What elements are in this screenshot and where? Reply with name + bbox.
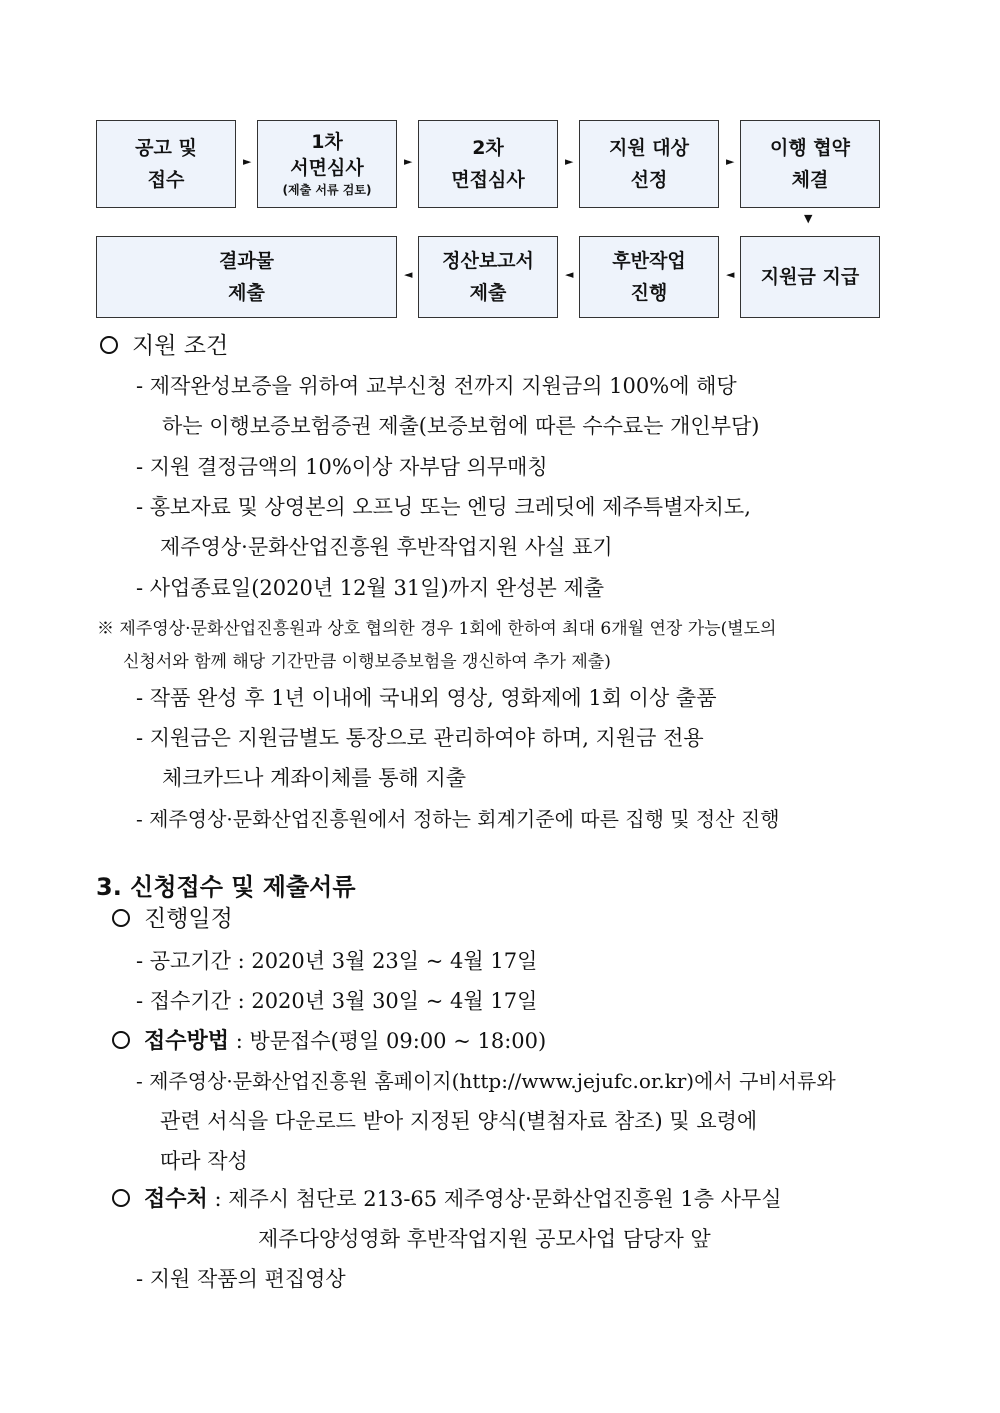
flow-step-note: (제출 서류 검토) bbox=[282, 183, 372, 197]
circle-bullet-icon bbox=[112, 1189, 130, 1207]
arrow-left-icon: ◄ bbox=[565, 268, 574, 281]
flow-step-line: 정산보고서 bbox=[442, 250, 534, 272]
flow-step-line: 2차 bbox=[472, 137, 504, 159]
flow-step-selection bbox=[579, 120, 719, 208]
schedule-line: - 공고기간 : 2020년 3월 23일 ~ 4월 17일 bbox=[136, 949, 538, 973]
extension-note: ※ 제주영상·문화산업진흥원과 상호 협의한 경우 1회에 한하여 최대 6개월 연장 가능(별도의 bbox=[97, 619, 777, 639]
flow-step-line: 서면심사 bbox=[290, 157, 364, 179]
document-item: - 지원 작품의 편집영상 bbox=[136, 1267, 346, 1291]
place-heading bbox=[112, 1185, 782, 1214]
arrow-right-icon: ► bbox=[404, 155, 413, 168]
flow-step-postproduction bbox=[579, 236, 719, 318]
circle-bullet-icon bbox=[112, 909, 130, 927]
flow-step-document-review bbox=[257, 120, 397, 208]
flow-step-line: 체결 bbox=[791, 169, 829, 191]
schedule-heading bbox=[112, 905, 233, 933]
method-value: : 방문접수(평일 09:00 ~ 18:00) bbox=[229, 1029, 547, 1053]
arrow-right-icon: ► bbox=[565, 155, 574, 168]
place-label: 접수처 bbox=[144, 1187, 208, 1212]
arrow-right-icon: ► bbox=[243, 155, 252, 168]
method-label: 접수방법 bbox=[144, 1029, 230, 1054]
condition-line: - 지원금은 지원금별도 통장으로 관리하여야 하며, 지원금 전용 bbox=[136, 726, 704, 750]
method-heading bbox=[112, 1027, 546, 1056]
arrow-down-icon: ▼ bbox=[804, 212, 813, 225]
condition-line: 제주영상·문화산업진흥원 후반작업지원 사실 표기 bbox=[160, 535, 613, 559]
condition-line: - 제주영상·문화산업진흥원에서 정하는 회계기준에 따른 집행 및 정산 진행 bbox=[136, 807, 780, 831]
arrow-left-icon: ◄ bbox=[726, 268, 735, 281]
condition-line: 하는 이행보증보험증권 제출(보증보험에 따른 수수료는 개인부담) bbox=[162, 414, 760, 438]
section-heading: 3. 신청접수 및 제출서류 bbox=[96, 873, 356, 901]
condition-line: - 제작완성보증을 위하여 교부신청 전까지 지원금의 100%에 해당 bbox=[136, 374, 737, 398]
conditions-heading bbox=[100, 332, 228, 360]
place-value: : 제주시 첨단로 213-65 제주영상·문화산업진흥원 1층 사무실 bbox=[207, 1187, 782, 1211]
condition-line: - 작품 완성 후 1년 이내에 국내외 영상, 영화제에 1회 이상 출품 bbox=[136, 686, 717, 710]
schedule-title: 진행일정 bbox=[144, 906, 233, 932]
condition-line: - 지원 결정금액의 10%이상 자부담 의무매칭 bbox=[136, 455, 548, 479]
flow-step-line: 공고 및 bbox=[135, 137, 197, 159]
flow-step-line: 지원금 지급 bbox=[760, 266, 860, 288]
flow-step-line: 접수 bbox=[147, 169, 185, 191]
flow-step-line: 지원 대상 bbox=[608, 137, 690, 159]
flow-step-grant-payment bbox=[740, 236, 880, 318]
flow-step-line: 이행 협약 bbox=[769, 137, 851, 159]
conditions-title: 지원 조건 bbox=[132, 333, 229, 359]
flow-step-line: 면접심사 bbox=[451, 169, 525, 191]
arrow-right-icon: ► bbox=[726, 155, 735, 168]
flow-step-settlement-report bbox=[418, 236, 558, 318]
circle-bullet-icon bbox=[100, 336, 118, 354]
condition-line: - 사업종료일(2020년 12월 31일)까지 완성본 제출 bbox=[136, 576, 605, 600]
flow-step-agreement bbox=[740, 120, 880, 208]
flow-step-line: 제출 bbox=[469, 282, 507, 304]
flow-step-line: 1차 bbox=[311, 131, 343, 153]
place-line: 제주다양성영화 후반작업지원 공모사업 담당자 앞 bbox=[258, 1227, 711, 1251]
flow-step-interview bbox=[418, 120, 558, 208]
circle-bullet-icon bbox=[112, 1031, 130, 1049]
flow-step-line: 결과물 bbox=[218, 250, 275, 272]
method-line: 따라 작성 bbox=[160, 1149, 248, 1173]
flow-step-announce bbox=[96, 120, 236, 208]
extension-note: 신청서와 함께 해당 기간만큼 이행보증보험을 갱신하여 추가 제출) bbox=[123, 652, 611, 672]
schedule-line: - 접수기간 : 2020년 3월 30일 ~ 4월 17일 bbox=[136, 989, 538, 1013]
flow-step-line: 선정 bbox=[630, 169, 668, 191]
method-line: - 제주영상·문화산업진흥원 홈페이지(http://www.jejufc.or.kr)에서 구비서류와 bbox=[136, 1069, 836, 1093]
method-line: 관련 서식을 다운로드 받아 지정된 양식(별첨자료 참조) 및 요령에 bbox=[160, 1109, 758, 1133]
arrow-left-icon: ◄ bbox=[404, 268, 413, 281]
condition-line: 체크카드나 계좌이체를 통해 지출 bbox=[162, 766, 467, 790]
flow-step-line: 제출 bbox=[228, 282, 265, 304]
condition-line: - 홍보자료 및 상영본의 오프닝 또는 엔딩 크레딧에 제주특별자치도, bbox=[136, 495, 751, 519]
flow-step-line: 후반작업 bbox=[612, 250, 686, 272]
flow-step-result-submit bbox=[96, 236, 397, 318]
flow-step-line: 진행 bbox=[630, 282, 668, 304]
